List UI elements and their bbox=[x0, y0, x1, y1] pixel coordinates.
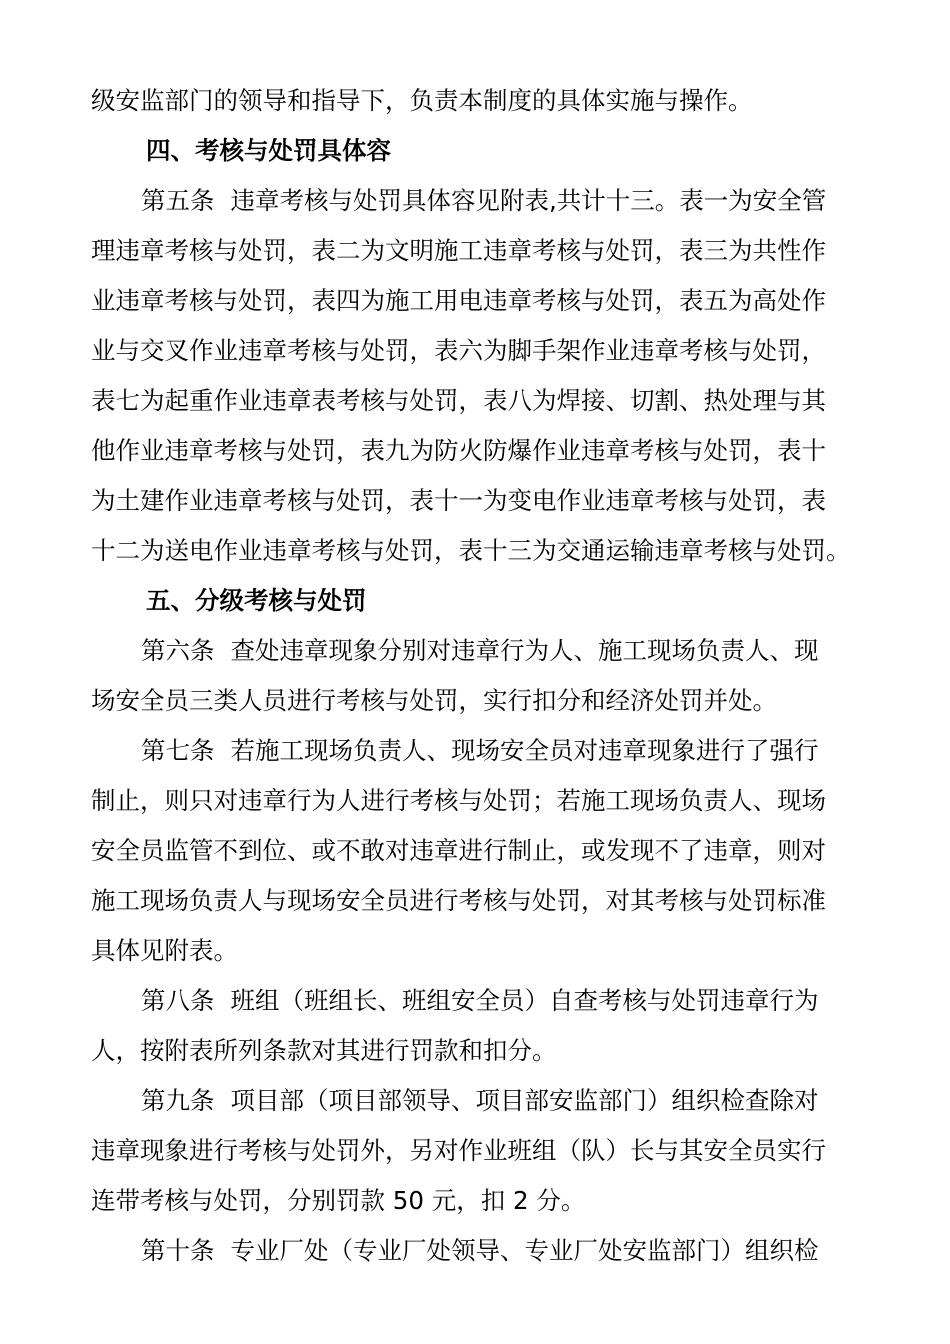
paragraph-line: 级安监部门的领导和指导下，负责本制度的具体实施与操作。 bbox=[91, 86, 753, 115]
article-10-first-line bbox=[141, 1226, 819, 1276]
article-text: 查处违章现象分别对违章行为人、施工现场负责人、现 bbox=[230, 636, 819, 665]
article-text: 若施工现场负责人、现场安全员对违章现象进行了强行 bbox=[230, 736, 819, 765]
paragraph-line: 十二为送电作业违章考核与处罚，表十三为交通运输违章考核与处罚。 bbox=[91, 536, 851, 565]
paragraph-line: 业与交叉作业违章考核与处罚，表六为脚手架作业违章考核与处罚， bbox=[91, 336, 826, 365]
article-label: 第六条 bbox=[141, 636, 215, 665]
paragraph-line: 具体见附表。 bbox=[91, 936, 238, 965]
paragraph-line: 表七为起重作业违章表考核与处罚，表八为焊接、切割、热处理与其 bbox=[91, 386, 826, 415]
paragraph-line: 连带考核与处罚，分别罚款 50 元，扣 2 分。 bbox=[91, 1186, 586, 1215]
paragraph-line: 为土建作业违章考核与处罚，表十一为变电作业违章考核与处罚，表 bbox=[91, 486, 826, 515]
article-text: 专业厂处（专业厂处领导、专业厂处安监部门）组织检 bbox=[230, 1236, 819, 1265]
paragraph-line: 他作业违章考核与处罚，表九为防火防爆作业违章考核与处罚，表十 bbox=[91, 436, 826, 465]
paragraph-line: 安全员监管不到位、或不敢对违章进行制止，或发现不了违章，则对 bbox=[91, 836, 826, 865]
article-text: 项目部（项目部领导、项目部安监部门）组织检查除对 bbox=[230, 1086, 819, 1115]
article-label: 第九条 bbox=[141, 1086, 215, 1115]
article-9-first-line bbox=[141, 1076, 819, 1126]
article-6-first-line bbox=[141, 626, 819, 676]
article-label: 第八条 bbox=[141, 986, 215, 1015]
article-text: 班组（班组长、班组安全员）自查考核与处罚违章行为 bbox=[230, 986, 819, 1015]
paragraph-line: 制止，则只对违章行为人进行考核与处罚；若施工现场负责人、现场 bbox=[91, 786, 826, 815]
paragraph-line: 理违章考核与处罚，表二为文明施工违章考核与处罚，表三为共性作 bbox=[91, 236, 826, 265]
paragraph-line: 人，按附表所列条款对其进行罚款和扣分。 bbox=[91, 1036, 557, 1065]
article-7-first-line bbox=[141, 726, 819, 776]
article-8-first-line bbox=[141, 976, 819, 1026]
article-5-first-line bbox=[141, 176, 826, 226]
section-heading-4: 四、考核与处罚具体容 bbox=[146, 136, 391, 165]
section-heading-5: 五、分级考核与处罚 bbox=[146, 586, 367, 615]
article-text: 违章考核与处罚具体容见附表,共计十三。表一为安全管 bbox=[230, 186, 827, 215]
article-label: 第五条 bbox=[141, 186, 215, 215]
paragraph-line: 场安全员三类人员进行考核与处罚，实行扣分和经济处罚并处。 bbox=[91, 686, 777, 715]
paragraph-line: 业违章考核与处罚，表四为施工用电违章考核与处罚，表五为高处作 bbox=[91, 286, 826, 315]
article-label: 第七条 bbox=[141, 736, 215, 765]
paragraph-line: 违章现象进行考核与处罚外，另对作业班组（队）长与其安全员实行 bbox=[91, 1136, 826, 1165]
article-label: 第十条 bbox=[141, 1236, 215, 1265]
paragraph-line: 施工现场负责人与现场安全员进行考核与处罚，对其考核与处罚标准 bbox=[91, 886, 826, 915]
